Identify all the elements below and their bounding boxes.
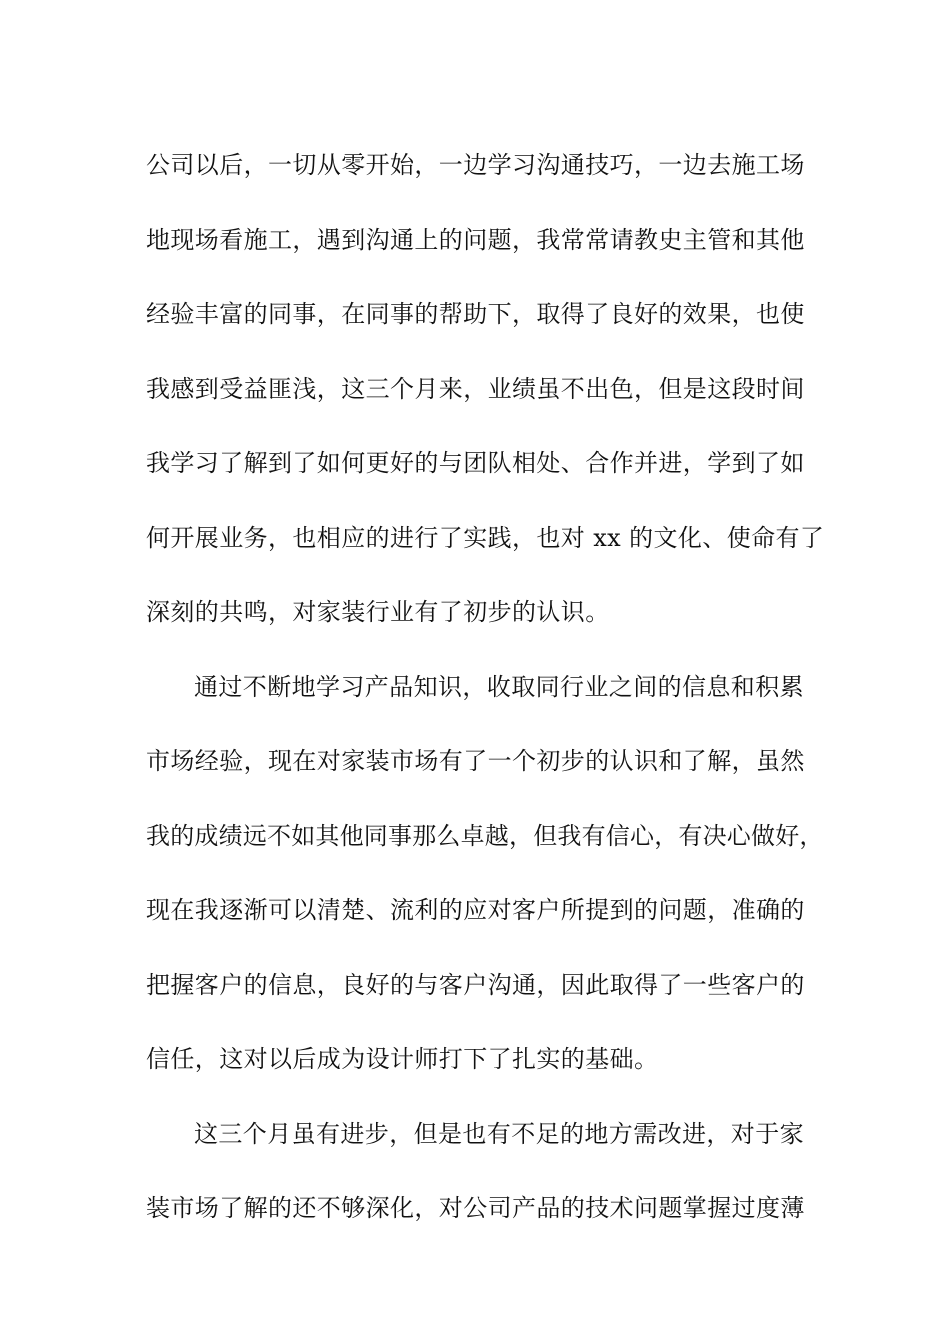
text-line: 经验丰富的同事，在同事的帮助下，取得了良好的效果，也使 [146,300,805,328]
text-line: 市场经验，现在对家装市场有了一个初步的认识和了解，虽然 [146,747,805,775]
text-line: 装市场了解的还不够深化，对公司产品的技术问题掌握过度薄 [146,1194,805,1222]
paragraph-start-line: 这三个月虽有进步，但是也有不足的地方需改进，对于家 [194,1119,804,1148]
paragraph-start-line: 通过不断地学习产品知识，收取同行业之间的信息和积累 [194,672,804,701]
text-line: 何开展业务，也相应的进行了实践，也对 xx 的文化、使命有了 [146,523,825,552]
text-line: 我感到受益匪浅，这三个月来，业绩虽不出色，但是这段时间 [146,374,805,403]
text-line: 公司以后，一切从零开始，一边学习沟通技巧，一边去施工场 [146,151,805,179]
text-line: 现在我逐渐可以清楚、流利的应对客户所提到的问题，准确的 [146,896,805,924]
text-line: 信任，这对以后成为设计师打下了扎实的基础。 [146,1045,659,1073]
text-line: 地现场看施工，遇到沟通上的问题，我常常请教史主管和其他 [146,225,805,254]
body-text [146,128,825,1246]
text-line: 我学习了解到了如何更好的与团队相处、合作并进，学到了如 [146,449,805,477]
text-line: 把握客户的信息，良好的与客户沟通，因此取得了一些客户的 [146,970,805,999]
text-line: 深刻的共鸣，对家装行业有了初步的认识。 [146,598,610,626]
text-line: 我的成绩远不如其他同事那么卓越，但我有信心，有决心做好， [146,821,824,850]
